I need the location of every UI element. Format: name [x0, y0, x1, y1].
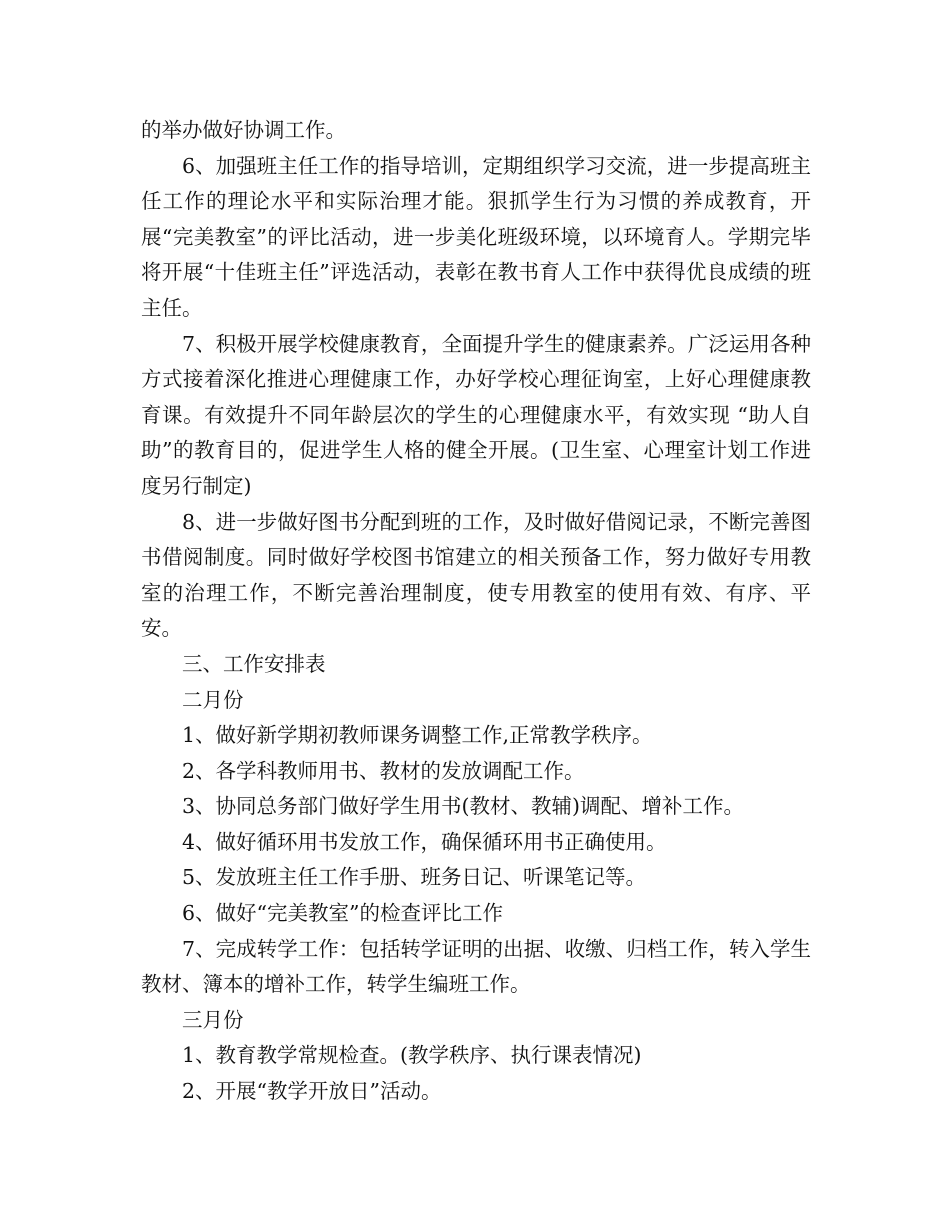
list-item: 5、发放班主任工作手册、班务日记、听课笔记等。	[182, 865, 647, 890]
list-item: 2、开展“教学开放日”活动。	[182, 1079, 442, 1104]
month-heading-march: 三月份	[182, 1007, 244, 1032]
list-item: 7、完成转学工作：包括转学证明的出据、收缴、归档工作，转入学生教材、簿本的增补工作，转学生编班工作。	[141, 936, 811, 997]
paragraph-continuation: 的举办做好协调工作。	[141, 118, 346, 142]
list-item: 3、协同总务部门做好学生用书(教材、教辅)调配、增补工作。	[182, 794, 745, 819]
paragraph-item-8-library-work: 8、进一步做好图书分配到班的工作，及时做好借阅记录，不断完善图书借阅制度。同时做好学校图书馆建立的相关预备工作，努力做好专用教室的治理工作，不断完善治理制度，使专用教室的使用有效、有序、平安。	[141, 509, 811, 641]
document-body	[141, 113, 811, 1110]
paragraph-item-6-class-teacher-training: 6、加强班主任工作的指导培训，定期组织学习交流，进一步提高班主任工作的理论水平和实际治理才能。狠抓学生行为习惯的养成教育，开展“完美教室”的评比活动，进一步美化班级环境，以环境育人。学期完毕将开展“十佳班主任”评选活动，表彰在教书育人工作中获得优良成绩的班主任。	[141, 153, 811, 320]
paragraph-item-7-health-education: 7、积极开展学校健康教育，全面提升学生的健康素养。广泛运用各种方式接着深化推进心理健康工作，办好学校心理征询室，上好心理健康教育课。有效提升不同年龄层次的学生的心理健康水平，有效实现 “助人自助”的教育目的，促进学生人格的健全开展。(卫生室、心理室计划工作进度另行制定)	[141, 331, 811, 498]
list-item: 6、做好“完美教室”的检查评比工作	[182, 901, 504, 926]
list-item: 2、各学科教师用书、教材的发放调配工作。	[182, 758, 585, 783]
section-heading-work-schedule: 三、工作安排表	[182, 651, 326, 676]
list-item: 1、教育教学常规检查。(教学秩序、执行课表情况)	[182, 1043, 642, 1068]
list-item: 4、做好循环用书发放工作，确保循环用书正确使用。	[182, 829, 667, 854]
month-heading-february: 二月份	[182, 687, 244, 712]
list-item: 1、做好新学期初教师课务调整工作,正常教学秩序。	[182, 723, 653, 748]
